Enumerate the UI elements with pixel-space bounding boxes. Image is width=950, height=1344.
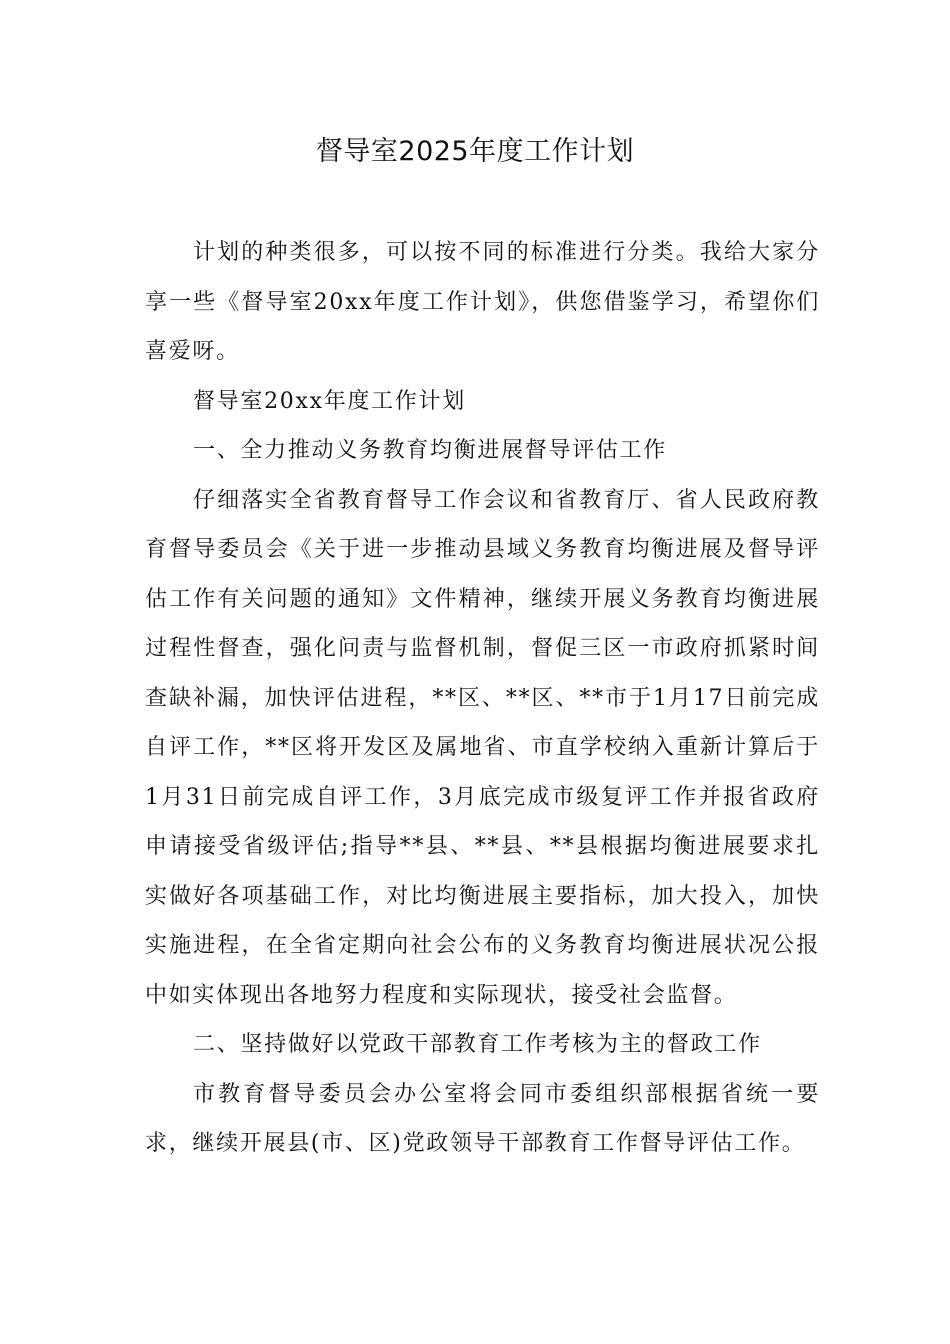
document-title: 督导室2025年度工作计划 (315, 136, 635, 167)
section-2-paragraph: 市教育督导委员会办公室将会同市委组织部根据省统一要求，继续开展县(市、区)党政领导干部教育工作督导评估工作。 (145, 1081, 820, 1156)
plan-heading: 督导室20xx年度工作计划 (193, 388, 466, 414)
section-heading-1: 一、全力推动义务教育均衡进展督导评估工作 (193, 438, 668, 463)
document-body (145, 228, 820, 1169)
section-1-paragraph: 仔细落实全省教育督导工作会议和省教育厅、省人民政府教育督导委员会《关于进一步推动县域义务教育均衡进展及督导评估工作有关问题的通知》文件精神，继续开展义务教育均衡进展过程性督查，强化问责与监督机制，督促三区一市政府抓紧时间查缺补漏，加快评估进程，**区、**区、**市于1月17日前完成自评工作，**区将开发区及属地省、市直学校纳入重新计算后于1月31日前完成自评工作，3月底完成市级复评工作并报省政府申请接受省级评估;指导**县、**县、**县根据均衡进展要求扎实做好各项基础工作，对比均衡进展主要指标，加大投入，加快实施进程，在全省定期向社会公布的义务教育均衡进展状况公报中如实体现出各地努力程度和实际现状，接受社会监督。 (145, 487, 820, 1008)
section-heading-2: 二、坚持做好以党政干部教育工作考核为主的督政工作 (193, 1032, 762, 1057)
intro-paragraph: 计划的种类很多，可以按不同的标准进行分类。我给大家分享一些《督导室20xx年度工作计划》，供您借鉴学习，希望你们喜爱呀。 (145, 240, 820, 364)
